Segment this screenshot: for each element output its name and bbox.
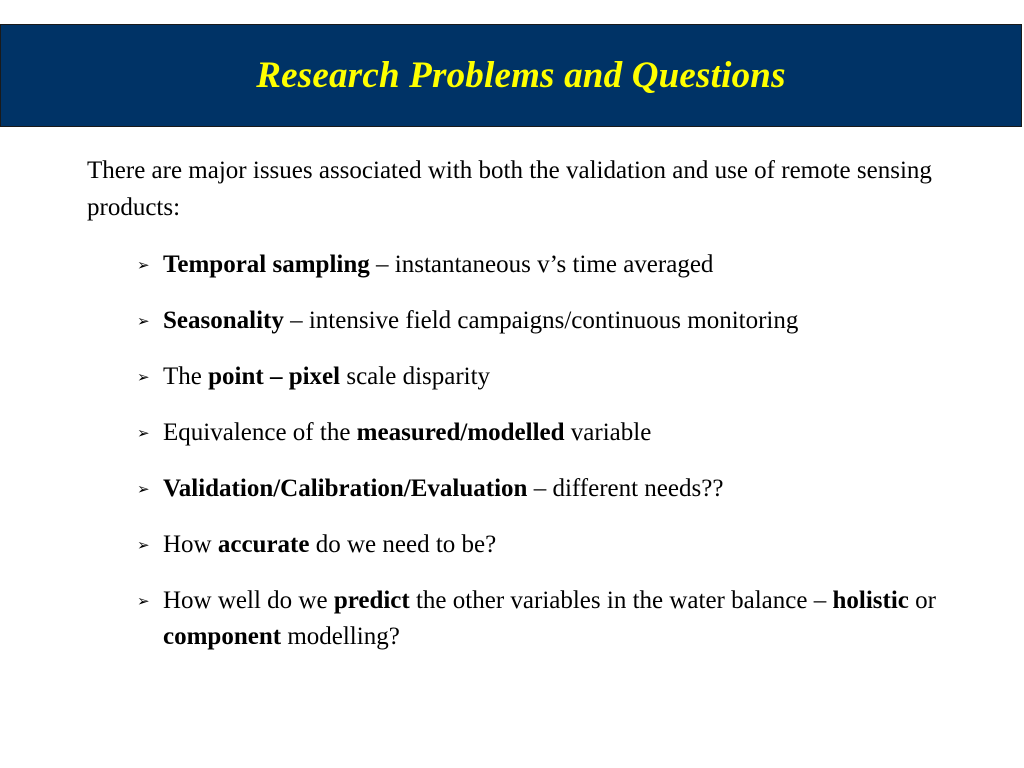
bullet-text-pre: The bbox=[163, 363, 209, 390]
bullet-text-post: – different needs?? bbox=[527, 475, 724, 502]
bullet-text-bold-3: component bbox=[163, 623, 282, 650]
bullet-text-bold-2: holistic bbox=[832, 587, 909, 614]
bullet-item bbox=[137, 359, 997, 395]
bullet-text-post-2: or bbox=[908, 587, 936, 614]
arrowhead-bullet-icon: ➢ bbox=[137, 312, 150, 330]
bullet-item bbox=[137, 527, 997, 563]
bullet-text-post: the other variables in the water balance – bbox=[409, 587, 833, 614]
slide-title: Research Problems and Questions bbox=[256, 55, 786, 96]
bullet-text-pre: How well do we bbox=[163, 587, 334, 614]
bullet-item bbox=[137, 471, 997, 507]
bullet-text-bold: point – pixel bbox=[208, 363, 341, 390]
bullet-text-post: variable bbox=[564, 419, 652, 446]
bullet-text-post: do we need to be? bbox=[309, 531, 497, 558]
title-band bbox=[0, 24, 1022, 127]
bullet-item bbox=[137, 583, 997, 655]
arrowhead-bullet-icon: ➢ bbox=[137, 368, 150, 386]
bullet-text-bold: predict bbox=[333, 587, 410, 614]
bullet-text-bold: Validation/Calibration/Evaluation bbox=[163, 475, 528, 502]
bullet-text-post-3: modelling? bbox=[281, 623, 400, 650]
bullet-text-post: – instantaneous v’s time averaged bbox=[369, 251, 714, 278]
intro-paragraph: There are major issues associated with both the validation and use of remote sensing products: bbox=[87, 157, 932, 221]
arrowhead-bullet-icon: ➢ bbox=[137, 424, 150, 442]
bullet-item bbox=[137, 303, 997, 339]
bullet-item bbox=[137, 415, 997, 451]
bullet-list bbox=[137, 247, 997, 675]
bullet-text-bold: measured/modelled bbox=[356, 419, 565, 446]
bullet-text-bold: accurate bbox=[217, 531, 310, 558]
bullet-text-bold: Temporal sampling bbox=[163, 251, 370, 278]
bullet-text-pre: Equivalence of the bbox=[163, 419, 357, 446]
bullet-text-pre: How bbox=[163, 531, 218, 558]
arrowhead-bullet-icon: ➢ bbox=[137, 256, 150, 274]
bullet-text-bold: Seasonality bbox=[163, 307, 284, 334]
bullet-text-post: – intensive field campaigns/continuous monitoring bbox=[283, 307, 799, 334]
bullet-item bbox=[137, 247, 997, 283]
arrowhead-bullet-icon: ➢ bbox=[137, 592, 150, 610]
bullet-text-post: scale disparity bbox=[340, 363, 491, 390]
arrowhead-bullet-icon: ➢ bbox=[137, 480, 150, 498]
arrowhead-bullet-icon: ➢ bbox=[137, 536, 150, 554]
